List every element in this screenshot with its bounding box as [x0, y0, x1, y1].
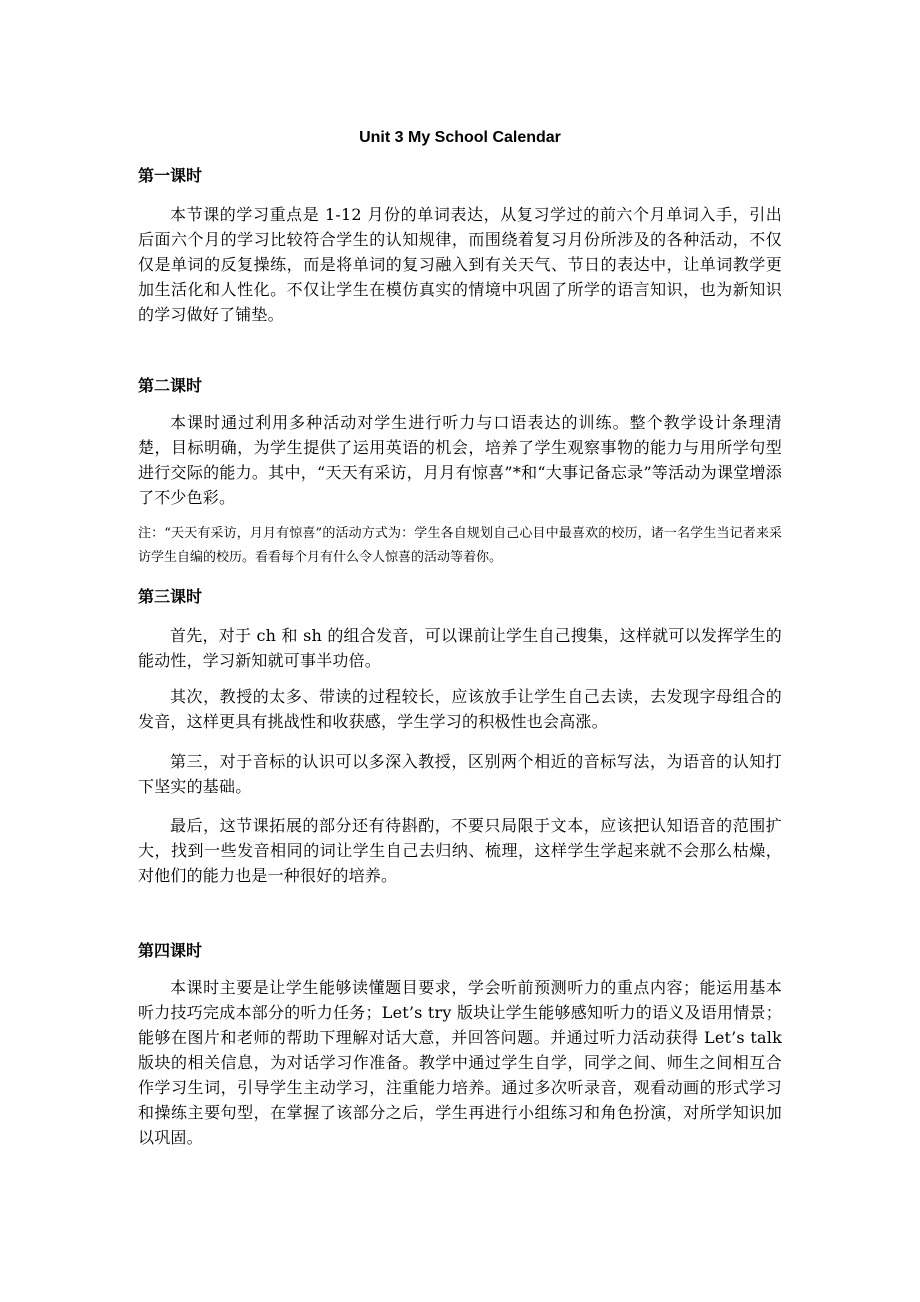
paragraph-lesson-3-third: 第三，对于音标的认识可以多深入教授，区别两个相近的音标写法，为语音的认知打下坚实的基础。	[138, 752, 782, 796]
paragraph-lesson-3-fourth: 最后，这节课拓展的部分还有待斟酌，不要只局限于文本，应该把认知语音的范围扩大，找到一些发音相同的词让学生自己去归纳、梳理，这样学生学起来就不会那么枯燥，对他们的能力也是一种很好的培养。	[138, 816, 782, 885]
paragraph-lesson-4: 本课时主要是让学生能够读懂题目要求，学会听前预测听力的重点内容；能运用基本听力技巧完成本部分的听力任务；Let’s try 版块让学生能够感知听力的语义及语用情景；能够在图片和老师的帮助下理解对话大意，并回答问题。并通过听力活动获得 Let’s talk 版块的相关信息，为对话学习作准备。教学中通过学生自学，同学之间、师生之间相互合作学习生词，引导学生主动学习，注重能力培养。通过多次听录音，观看动画的形式学习和操练主要句型，在掌握了该部分之后，学生再进行小组练习和角色扮演，对所学知识加以巩固。	[138, 978, 782, 1147]
section-heading-lesson-4: 第四课时	[138, 941, 203, 960]
section-heading-lesson-2: 第二课时	[138, 376, 203, 395]
footnote-lesson-2: 注：“天天有采访，月月有惊喜”的活动方式为：学生各自规划自己心目中最喜欢的校历，诸一名学生当记者来采访学生自编的校历。看看每个月有什么令人惊喜的活动等着你。	[138, 526, 782, 565]
document-title: Unit 3 My School Calendar	[359, 129, 561, 146]
paragraph-lesson-2: 本课时通过利用多种活动对学生进行听力与口语表达的训练。整个教学设计条理清楚，目标明确，为学生提供了运用英语的机会，培养了学生观察事物的能力与用所学句型进行交际的能力。其中，“天天有采访，月月有惊喜”*和“大事记备忘录”等活动为课堂增添了不少色彩。	[138, 413, 782, 507]
section-heading-lesson-3: 第三课时	[138, 587, 203, 606]
section-heading-lesson-1: 第一课时	[138, 166, 203, 185]
paragraph-lesson-1: 本节课的学习重点是 1-12 月份的单词表达，从复习学过的前六个月单词入手，引出后面六个月的学习比较符合学生的认知规律，而围绕着复习月份所涉及的各种活动，不仅仅是单词的反复操练，而是将单词的复习融入到有关天气、节日的表达中，让单词教学更加生活化和人性化。不仅让学生在模仿真实的情境中巩固了所学的语言知识，也为新知识的学习做好了铺垫。	[138, 205, 782, 324]
paragraph-lesson-3-second: 其次，教授的太多、带读的过程较长，应该放手让学生自己去读，去发现字母组合的发音，这样更具有挑战性和收获感，学生学习的积极性也会高涨。	[138, 687, 782, 731]
paragraph-lesson-3-first: 首先，对于 ch 和 sh 的组合发音，可以课前让学生自己搜集，这样就可以发挥学生的能动性，学习新知就可事半功倍。	[138, 626, 782, 670]
